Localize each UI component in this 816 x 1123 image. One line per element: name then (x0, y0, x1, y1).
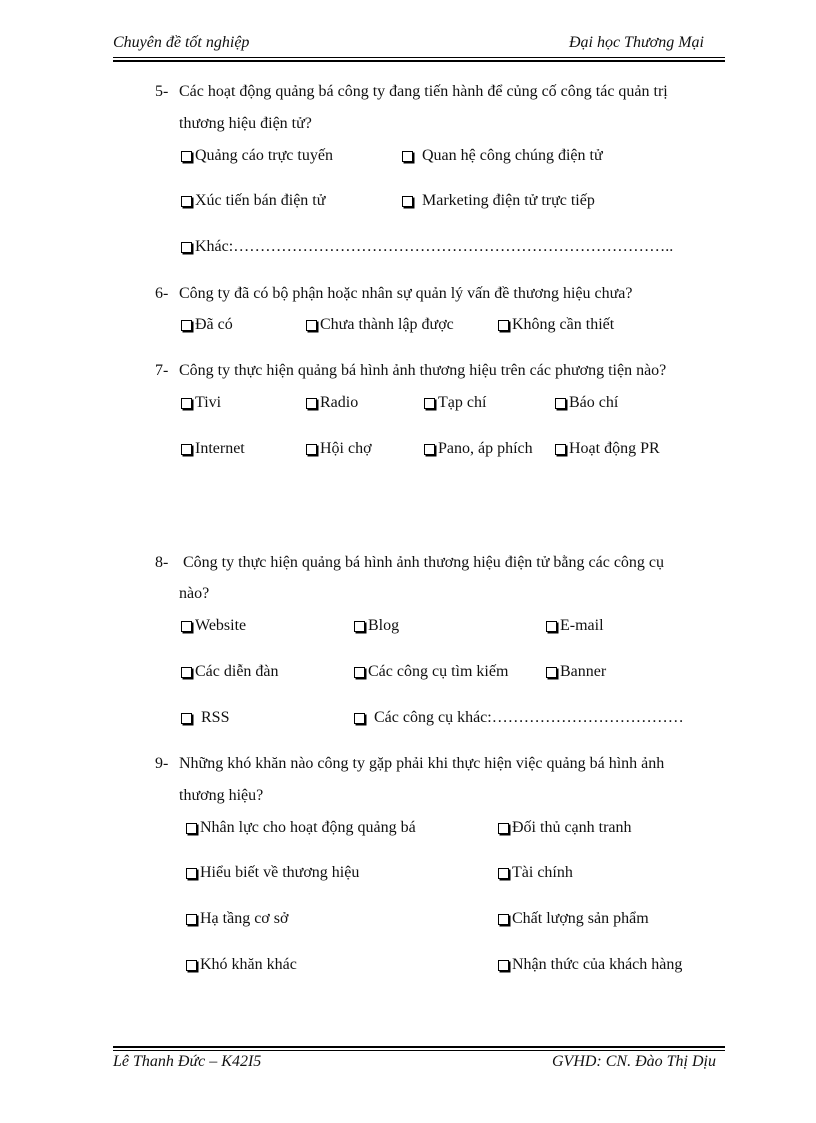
q9-option[interactable]: Tài chính (498, 864, 573, 882)
q8-option[interactable]: Các diễn đàn (181, 663, 279, 681)
checkbox-icon[interactable] (498, 960, 509, 971)
checkbox-icon[interactable] (555, 398, 566, 409)
header-right: Đại học Thương Mại (568, 34, 704, 51)
q8-option[interactable]: RSS (181, 709, 229, 727)
header-left: Chuyên đề tốt nghiệp (113, 34, 250, 51)
checkbox-icon[interactable] (181, 398, 192, 409)
checkbox-icon[interactable] (306, 398, 317, 409)
q9-option[interactable]: Nhận thức của khách hàng (498, 956, 682, 974)
q5-option-other[interactable]: Khác:……………………………………………………………………….. (181, 238, 673, 256)
q9-option[interactable]: Hiểu biết về thương hiệu (186, 864, 359, 882)
header-rule-thick (113, 60, 725, 62)
q7-line1 (155, 362, 666, 380)
checkbox-icon[interactable] (498, 868, 509, 879)
q8-option[interactable]: Các công cụ tìm kiếm (354, 663, 508, 681)
q6-option[interactable]: Chưa thành lập được (306, 316, 454, 334)
checkbox-icon[interactable] (181, 667, 192, 678)
footer-left: Lê Thanh Đức – K42I5 (113, 1053, 262, 1070)
q7-option[interactable]: Pano, áp phích (424, 440, 533, 458)
checkbox-icon[interactable] (186, 823, 197, 834)
checkbox-icon[interactable] (181, 713, 192, 724)
q5-option[interactable]: Marketing điện tử trực tiếp (402, 192, 595, 210)
checkbox-icon[interactable] (402, 196, 413, 207)
q8-line1 (155, 554, 664, 572)
q9-option[interactable]: Hạ tầng cơ sở (186, 910, 288, 928)
q8-option-other[interactable]: Các công cụ khác:……………………………… (354, 709, 684, 727)
checkbox-icon[interactable] (354, 667, 365, 678)
q8-line2: nào? (179, 585, 210, 602)
q5-number: 5- (155, 83, 169, 100)
footer-rule-thin (113, 1050, 725, 1051)
q5-line2: thương hiệu điện tử? (179, 115, 312, 132)
q7-text: Công ty thực hiện quảng bá hình ảnh thương hiệu trên các phương tiện nào? (179, 362, 667, 379)
checkbox-icon[interactable] (555, 444, 566, 455)
q9-text: Những khó khăn nào công ty gặp phải khi thực hiện việc quảng bá hình ảnh (179, 755, 665, 772)
q7-option[interactable]: Báo chí (555, 394, 618, 412)
checkbox-icon[interactable] (181, 196, 192, 207)
checkbox-icon[interactable] (402, 151, 413, 162)
q5-text: Các hoạt động quảng bá công ty đang tiến hành để củng cố công tác quản trị (179, 83, 668, 100)
q9-option[interactable]: Đối thủ cạnh tranh (498, 819, 632, 837)
checkbox-icon[interactable] (498, 914, 509, 925)
checkbox-icon[interactable] (424, 444, 435, 455)
q8-option[interactable]: Banner (546, 663, 606, 681)
checkbox-icon[interactable] (354, 713, 365, 724)
q7-option[interactable]: Internet (181, 440, 245, 458)
q5-line1 (155, 83, 668, 101)
q8-number: 8- (155, 554, 169, 571)
q7-option[interactable]: Tạp chí (424, 394, 486, 412)
checkbox-icon[interactable] (306, 320, 317, 331)
q8-text: Công ty thực hiện quảng bá hình ảnh thương hiệu điện tử bằng các công cụ (183, 554, 665, 571)
q9-option[interactable]: Chất lượng sản phẩm (498, 910, 649, 928)
checkbox-icon[interactable] (181, 242, 192, 253)
checkbox-icon[interactable] (306, 444, 317, 455)
q7-option[interactable]: Hội chợ (306, 440, 372, 458)
q7-option[interactable]: Tivi (181, 394, 221, 412)
q9-line1 (155, 755, 664, 773)
q6-option[interactable]: Không cần thiết (498, 316, 614, 334)
q8-option[interactable]: Blog (354, 617, 399, 635)
q6-line1 (155, 285, 632, 303)
checkbox-icon[interactable] (181, 444, 192, 455)
q9-line2: thương hiệu? (179, 787, 264, 804)
checkbox-icon[interactable] (186, 868, 197, 879)
q6-option[interactable]: Đã có (181, 316, 233, 334)
q9-number: 9- (155, 755, 169, 772)
q9-option[interactable]: Nhân lực cho hoạt động quảng bá (186, 819, 416, 837)
checkbox-icon[interactable] (546, 621, 557, 632)
checkbox-icon[interactable] (186, 960, 197, 971)
q5-option[interactable]: Quảng cáo trực tuyến (181, 147, 333, 165)
checkbox-icon[interactable] (546, 667, 557, 678)
checkbox-icon[interactable] (498, 320, 509, 331)
q6-number: 6- (155, 285, 169, 302)
q7-number: 7- (155, 362, 169, 379)
checkbox-icon[interactable] (186, 914, 197, 925)
header-rule-thin (113, 57, 725, 58)
checkbox-icon[interactable] (181, 151, 192, 162)
checkbox-icon[interactable] (181, 320, 192, 331)
q5-option[interactable]: Xúc tiến bán điện tử (181, 192, 325, 210)
checkbox-icon[interactable] (424, 398, 435, 409)
q9-option[interactable]: Khó khăn khác (186, 956, 297, 974)
q6-text: Công ty đã có bộ phận hoặc nhân sự quản lý vấn đề thương hiệu chưa? (179, 285, 633, 302)
q7-option[interactable]: Hoạt động PR (555, 440, 660, 458)
q7-option[interactable]: Radio (306, 394, 358, 412)
q8-option[interactable]: Website (181, 617, 246, 635)
footer-right: GVHD: CN. Đào Thị Dịu (551, 1053, 716, 1070)
footer-rule-thick (113, 1046, 725, 1048)
q8-option[interactable]: E-mail (546, 617, 604, 635)
checkbox-icon[interactable] (181, 621, 192, 632)
q5-option[interactable]: Quan hệ công chúng điện tử (402, 147, 603, 165)
checkbox-icon[interactable] (498, 823, 509, 834)
checkbox-icon[interactable] (354, 621, 365, 632)
